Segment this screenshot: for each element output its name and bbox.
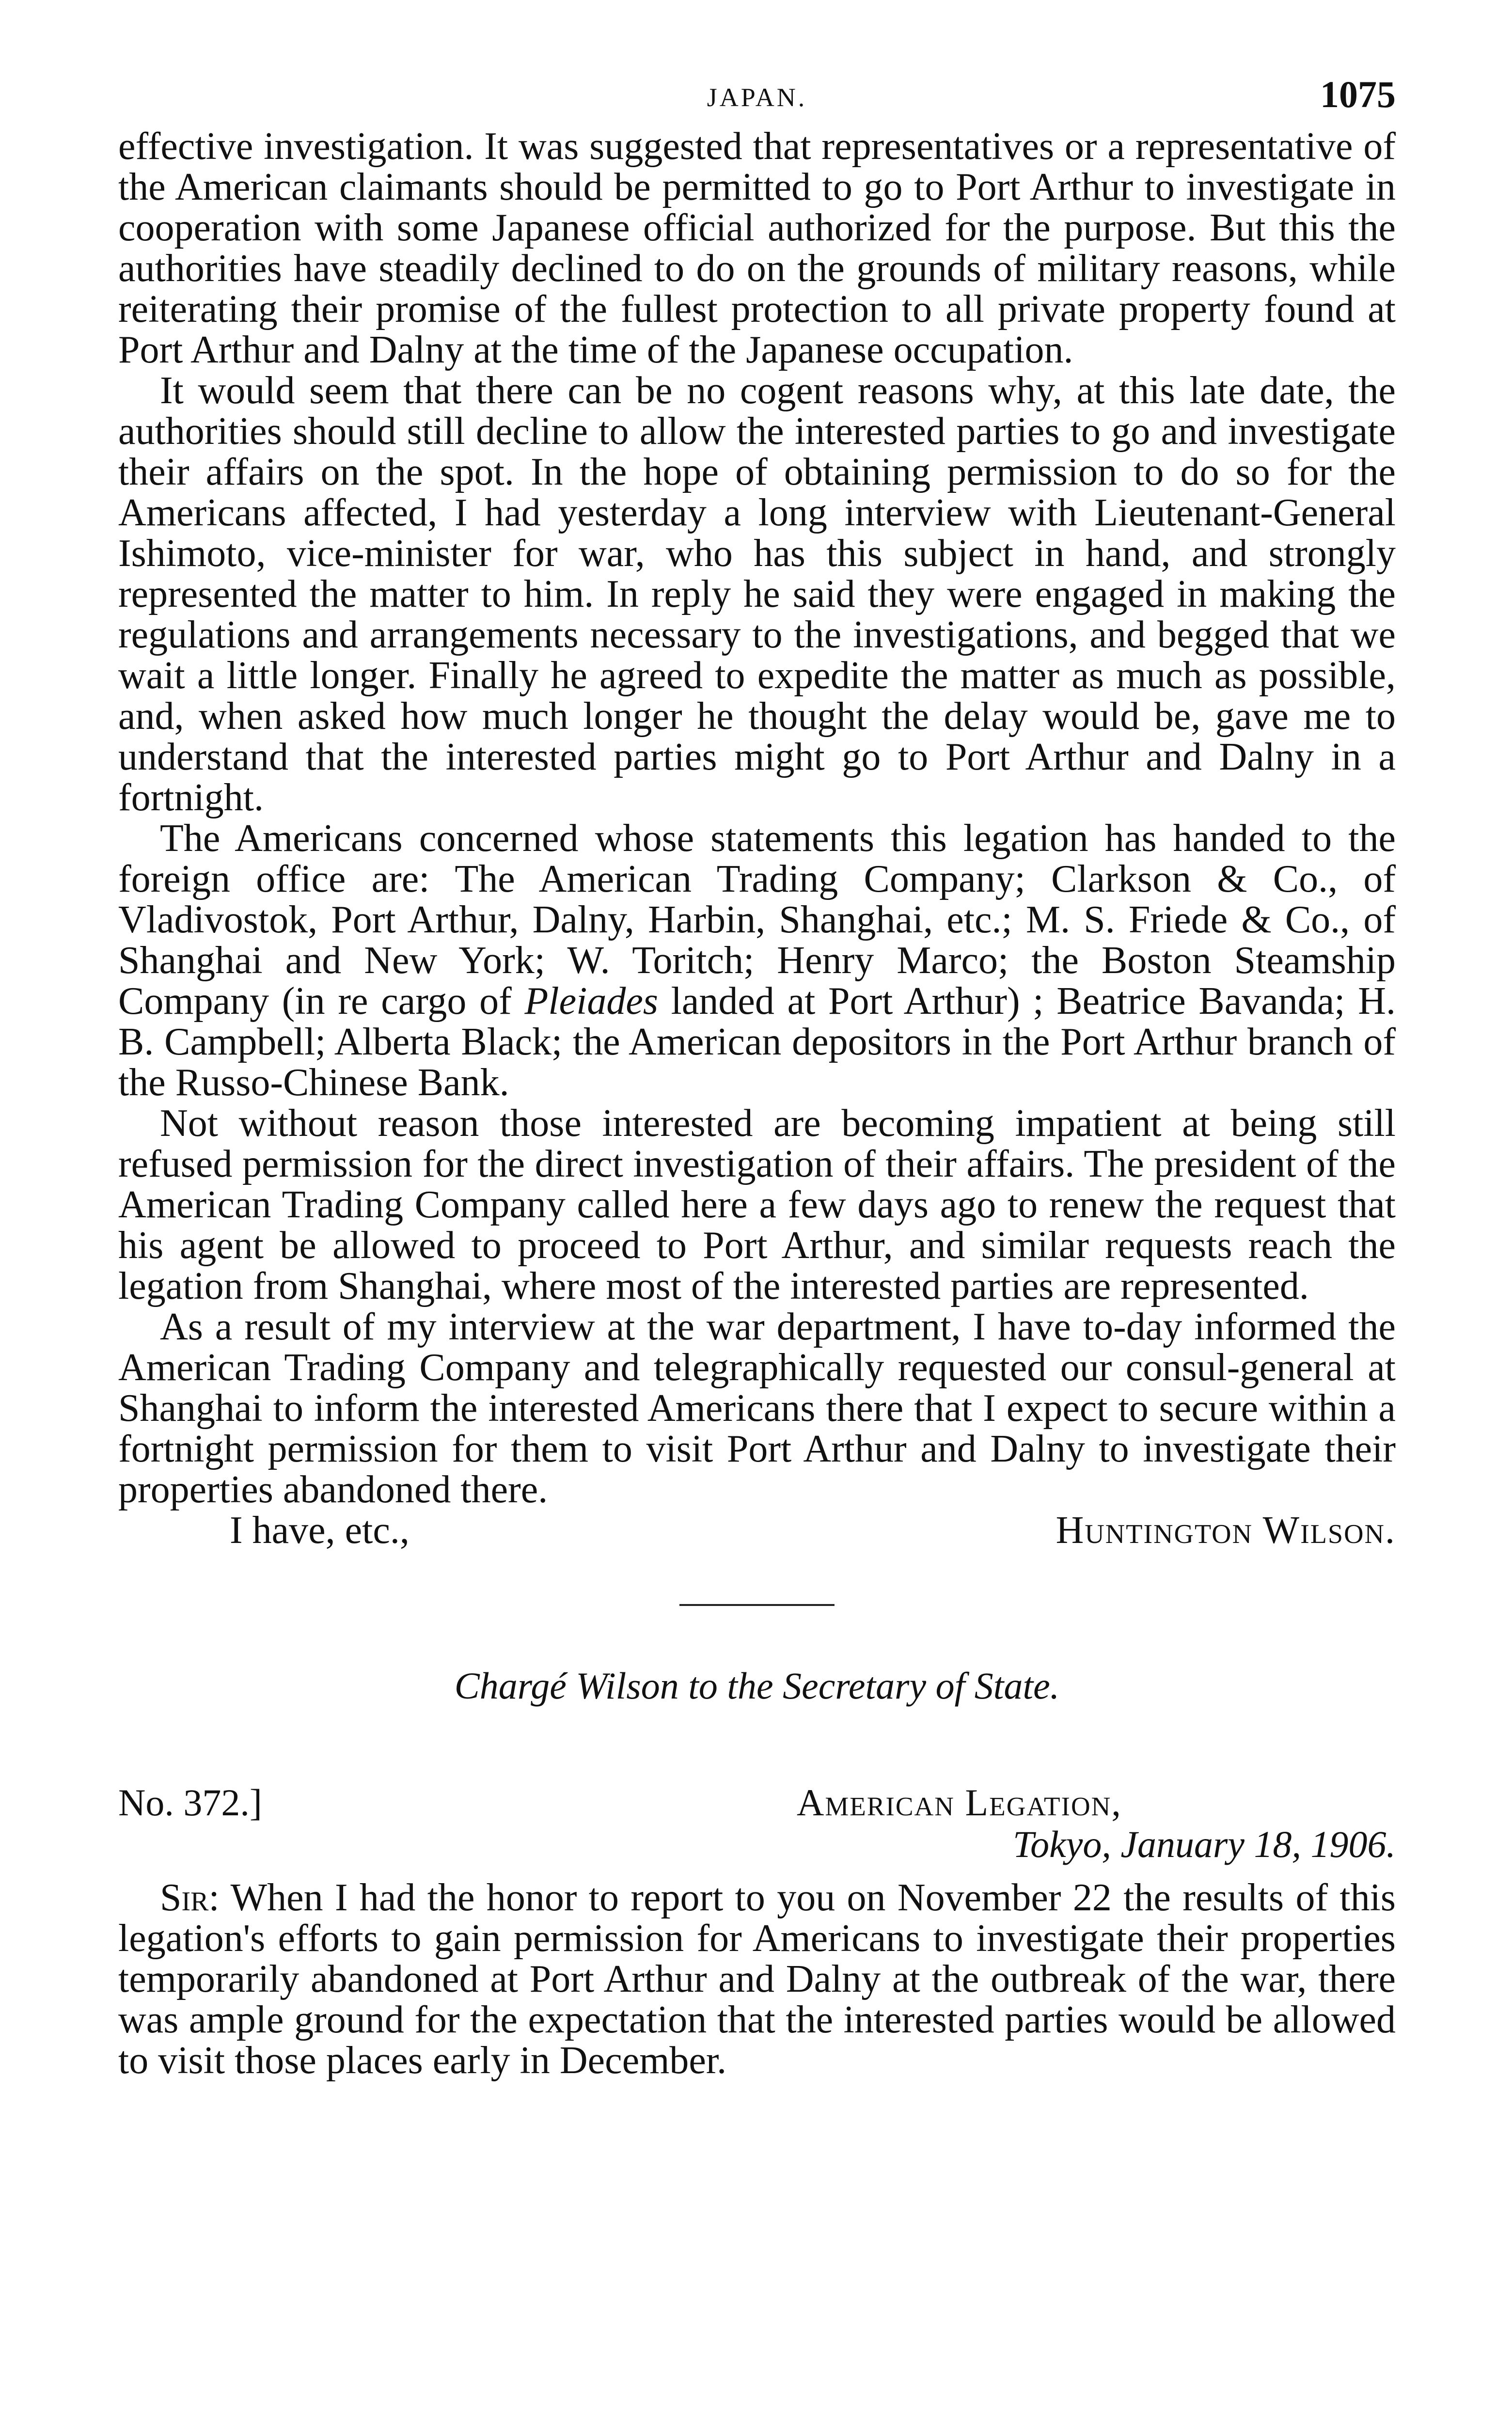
- sender-address: American Legation,: [797, 1781, 1122, 1824]
- dateline-block: [118, 1780, 1396, 1877]
- document-heading: Chargé Wilson to the Secretary of State.: [454, 1665, 1060, 1707]
- paragraph-opening: [118, 1877, 1396, 2081]
- page-number: 1075: [1320, 73, 1396, 115]
- running-head-title: JAPAN.: [707, 83, 807, 112]
- document-page: [118, 73, 1396, 2081]
- section-divider: [679, 1604, 835, 1606]
- closing-block: [118, 1510, 1396, 1551]
- running-head: [118, 73, 1396, 126]
- paragraph: It would seem that there can be no cogent reasons why, at this late date, the authorities should still decline to allow the interested parties to go and investigate their affairs on the spot. In the hope of obtaining permission to do so for the Americans affected, I had yesterday a long interview with Lieutenant-General Ishimoto, vice-minister for war, who has this subject in hand, and strongly represented the matter to him. In reply he said they were engaged in making the regulations and arrangements necessary to the investigations, and begged that we wait a little longer. Finally he agreed to expedite the matter as much as possible, and, when asked how much longer he thought the delay would be, gave me to understand that the interested parties might go to Port Arthur and Dalny in a fortnight.: [118, 369, 1396, 819]
- document-number: No. 372.]: [118, 1781, 262, 1824]
- paragraph-text-rest: landed at Port Arthur) ; Beatrice Bavanda; H. B. Campbell; Alberta Black; the American depositors in the Port Arthur branch of the Russo-Chinese Bank.: [118, 980, 1396, 1104]
- letter-body: [118, 126, 1396, 1510]
- place-date: Tokyo, January 18, 1906.: [1012, 1823, 1396, 1865]
- salutation: Sir:: [160, 1876, 220, 1919]
- paragraph: As a result of my interview at the war department, I have to-day informed the American Trading Company and telegraphically requested our consul-general at Shanghai to inform the interested Americans there that I expect to secure within a fortnight permission for them to visit Port Arthur and Dalny to investigate their properties abandoned there.: [118, 1306, 1396, 1511]
- paragraph-continuation: effective investigation. It was suggested that representatives or a representative of the American claimants should be permitted to go to Port Arthur to investigate in cooperation with some Japanese official authorized for the purpose. But this the authorities have steadily declined to do on the grounds of military reasons, while reiterating their promise of the fullest protection to all private property found at Port Arthur and Dalny at the time of the Japanese occupation.: [118, 125, 1396, 371]
- ship-name: Pleiades: [524, 980, 658, 1023]
- closing-text: I have, etc.,: [230, 1509, 410, 1552]
- second-letter-body: [118, 1877, 1396, 2081]
- paragraph: Not without reason those interested are becoming impatient at being still refused permission for the direct investigation of their affairs. The president of the American Trading Company called here a few days ago to renew the request that his agent be allowed to proceed to Port Arthur, and similar requests reach the legation from Shanghai, where most of the interested parties are represented.: [118, 1102, 1396, 1307]
- paragraph-text: When I had the honor to report to you on November 22 the results of this legation's efforts to gain permission for Americans to investigate their properties temporarily abandoned at Port Arthur and Dalny at the outbreak of the war, there was ample ground for the expectation that the interested parties would be allowed to visit those places early in December.: [118, 1876, 1396, 2082]
- paragraph-americans-concerned: [118, 818, 1396, 1103]
- paragraph-text: The Americans concerned whose statements this legation has handed to the foreign office are: The American Trading Company; Clarkson & Co., of Vladivostok, Port Arthur, Dalny, Harbin, Shanghai, etc.; M. S. Friede & Co., of Shanghai and New York; W. Toritch; Henry Marco; the Boston Steamship Company (in re cargo of: [118, 817, 1396, 1023]
- signature: Huntington Wilson.: [1055, 1509, 1396, 1552]
